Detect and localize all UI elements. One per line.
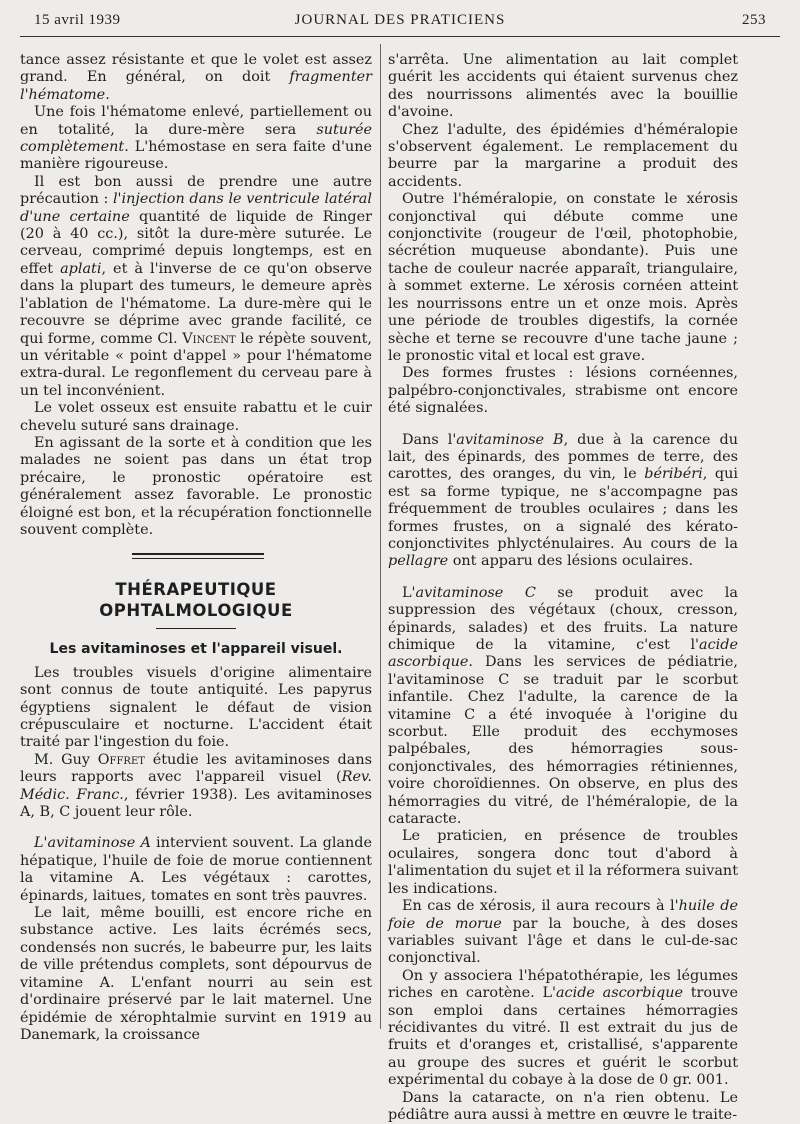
title-rule xyxy=(156,628,236,629)
journal-title: JOURNAL DES PRATICIENS xyxy=(294,12,506,28)
paragraph: Outre l'héméralopie, on constate le xérosis conjonctival qui débute comme une conjonctivite (rougeur de l'œil, photophobie, sécrétion muqueuse abondante). Puis une tache de couleur nacrée apparaît, triangulaire, à sommet externe. Le xérosis cornéen atteint les nourrissons entre un et onze mois. Après une période de troubles digestifs, la cornée sèche et terne se recouvre d'une tache jaune ; le pronostic vital et local est grave. xyxy=(388,191,738,364)
paragraph: Les troubles visuels d'origine alimentaire sont connus de toute antiquité. Les papyrus égyptiens signalent le défaut de vision crépusculaire et nocturne. L'accident était traité par l'ingestion du foie. xyxy=(20,664,372,751)
paragraph: Dans l'avitaminose B, due à la carence du lait, des épinards, des pommes de terre, des carottes, des oranges, du vin, le béribéri, qui est sa forme typique, ne s'accompagne pas fréquemment de troubles oculaires ; dans les formes frustes, on a signalé des kérato-conjonctivites phlycténulaires. Au cours de la pellagre ont apparu des lésions oculaires. xyxy=(388,431,738,570)
paragraph: M. Guy Offret étudie les avitaminoses dans leurs rapports avec l'appareil visuel (Rev. Médic. Franc., février 1938). Les avitaminoses A, B, C jouent leur rôle. xyxy=(20,751,372,821)
section-title: THÉRAPEUTIQUE OPHTALMOLOGIQUE xyxy=(99,580,293,621)
section-separator xyxy=(20,539,372,579)
paragraph: On y associera l'hépatothérapie, les légumes riches en carotène. L'acide ascorbique trouve son emploi dans certaines hémorragies récidivantes du vitré. Il est extrait du jus de fruits et d'oranges et, cristallisé, s'apparente au groupe des sucres et guérit le scorbut expérimental du cobaye à la dose de 0 gr. 001. xyxy=(388,967,738,1089)
article-subtitle: Les avitaminoses et l'appareil visuel. xyxy=(49,641,343,658)
paragraph: Dans la cataracte, on n'a rien obtenu. Le pédiâtre aura aussi à mettre en œuvre le traite- xyxy=(388,1089,738,1123)
paragraph: En cas de xérosis, il aura recours à l'huile de foie de morue par la bouche, à des doses variables suivant l'âge et dans le cul-de-sac conjonctival. xyxy=(388,898,738,967)
right-column xyxy=(388,52,738,1124)
paragraph: Le volet osseux est ensuite rabattu et le cuir chevelu suturé sans drainage. xyxy=(20,400,372,434)
paragraph: L'avitaminose A intervient souvent. La glande hépatique, l'huile de foie de morue contiennent la vitamine A. Les végétaux : carottes, épinards, laitues, tomates en sont très pauvres. xyxy=(20,835,372,904)
running-header xyxy=(20,10,780,32)
left-column xyxy=(20,52,372,1044)
page-number: 253 xyxy=(742,12,766,28)
paragraph: s'arrêta. Une alimentation au lait complet guérit les accidents qui étaient survenus chez des nourrissons alimentés avec la bouillie d'avoine. xyxy=(388,52,738,121)
paragraph: tance assez résistante et que le volet est assez grand. En général, on doit fragmenter l'hématome. xyxy=(20,52,372,103)
paragraph: Il est bon aussi de prendre une autre précaution : l'injection dans le ventricule latéral d'une certaine quantité de liquide de Ringer (20 à 40 cc.), sitôt la dure-mère suturée. Le cerveau, comprimé depuis longtemps, est en effet aplati, et à l'inverse de ce qu'on observe dans la plupart des tumeurs, le demeure après l'ablation de l'hématome. La dure-mère qui le recouvre se déprime avec grande facilité, ce qui forme, comme Cl. Vincent le répète souvent, un véritable « point d'appel » pour l'hématome extra-dural. Le regonflement du cerveau pare à un tel inconvénient. xyxy=(20,173,373,399)
paragraph: Une fois l'hématome enlevé, partiellement ou en totalité, la dure-mère sera suturée complètement. L'hémostase en sera faite d'une manière rigoureuse. xyxy=(20,104,372,173)
paragraph: Le praticien, en présence de troubles oculaires, songera donc tout d'abord à l'alimentation du sujet et il la réformera suivant les indications. xyxy=(388,828,738,897)
paragraph: En agissant de la sorte et à condition que les malades ne soient pas dans un état trop précaire, le pronostic opératoire est généralement assez favorable. Le pronostic éloigné est bon, et la récupération fonctionnelle souvent complète. xyxy=(20,434,372,538)
paragraph: Chez l'adulte, des épidémies d'héméralopie s'observent également. Le remplacement du beurre par la margarine a produit des accidents. xyxy=(388,121,738,190)
issue-date: 15 avril 1939 xyxy=(34,12,121,28)
header-rule xyxy=(20,36,780,37)
column-divider xyxy=(380,44,381,1029)
paragraph: Des formes frustes : lésions cornéennes, palpébro-conjonctivales, strabisme ont encore été signalées. xyxy=(388,365,738,417)
paragraph: Le lait, même bouilli, est encore riche en substance active. Les laits écrémés secs, condensés non sucrés, le babeurre pur, les laits de ville prétendus complets, sont dépourvus de vitamine A. L'enfant nourri au sein est d'ordinaire préservé par le lait maternel. Une épidémie de xérophtalmie survint en 1919 au Danemark, la croissance xyxy=(20,905,372,1043)
paragraph: L'avitaminose C se produit avec la suppression des végétaux (choux, cresson, épinards, salades) et des fruits. La nature chimique de la vitamine, c'est l'acide ascorbique. Dans les services de pédiatrie, l'avitaminose C se traduit par le scorbut infantile. Chez l'adulte, la carence de la vitamine C a été invoquée à l'origine du scorbut. Elle produit des ecchymoses palpébales, des hémorragies sous-conjonctivales, des hémorragies rétiniennes, voire choroïdiennes. On observe, en plus des hémorragies du vitré, de l'héméralopie, de la cataracte. xyxy=(388,584,738,828)
